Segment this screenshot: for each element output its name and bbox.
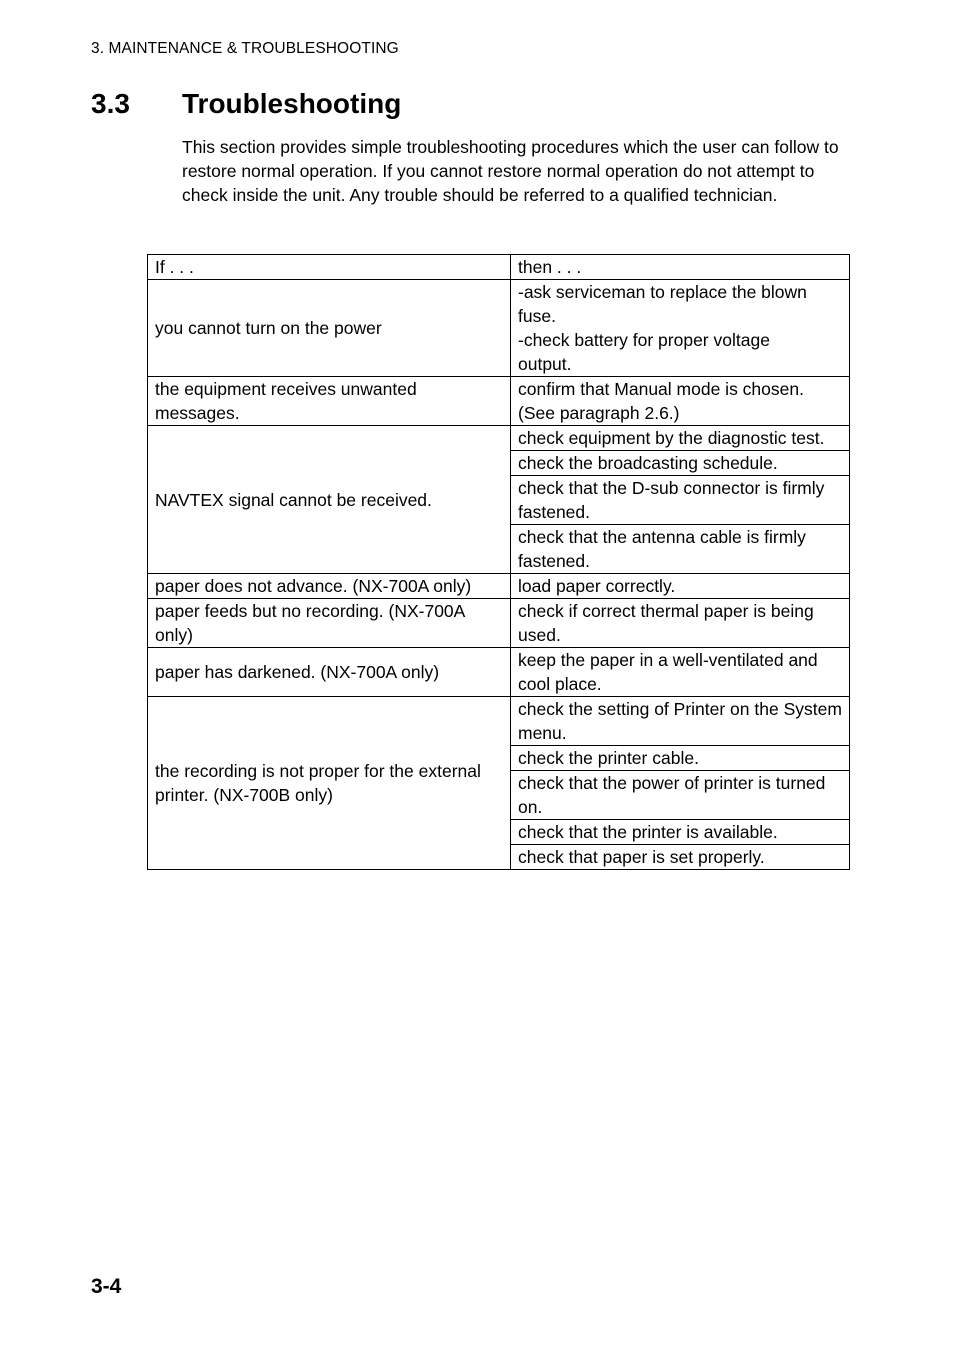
running-head: 3. MAINTENANCE & TROUBLESHOOTING <box>91 40 399 57</box>
action-cell: check if correct thermal paper is being used. <box>511 599 850 648</box>
troubleshooting-table <box>147 254 850 870</box>
action-cell: check the printer cable. <box>511 746 850 771</box>
table-row <box>148 599 850 648</box>
action-cell: check the broadcasting schedule. <box>511 451 850 476</box>
troubleshooting-table-body <box>148 255 850 870</box>
table-row <box>148 574 850 599</box>
action-cell: -ask serviceman to replace the blown fuse. -check battery for proper voltage output. <box>511 280 850 377</box>
action-cell: check that paper is set properly. <box>511 845 850 870</box>
header-then: then . . . <box>511 255 850 280</box>
action-cell: confirm that Manual mode is chosen. (See paragraph 2.6.) <box>511 377 850 426</box>
action-cell: check the setting of Printer on the System menu. <box>511 697 850 746</box>
section-title: Troubleshooting <box>182 88 402 119</box>
action-cell: check that the power of printer is turned on. <box>511 771 850 820</box>
condition-cell: paper does not advance. (NX-700A only) <box>148 574 511 599</box>
table-row <box>148 697 850 746</box>
page-number: 3-4 <box>91 1275 122 1298</box>
intro-paragraph: This section provides simple troubleshooting procedures which the user can follow to restore normal operation. If you cannot restore normal operation do not attempt to check inside the unit. Any trouble should be referred to a qualified technician. <box>182 137 839 205</box>
condition-cell: you cannot turn on the power <box>148 280 511 377</box>
condition-cell: paper feeds but no recording. (NX-700A only) <box>148 599 511 648</box>
action-cell: check that the D-sub connector is firmly fastened. <box>511 476 850 525</box>
table-row <box>148 426 850 451</box>
section-number: 3.3 <box>91 88 130 119</box>
action-cell: keep the paper in a well-ventilated and cool place. <box>511 648 850 697</box>
action-cell: check that the printer is available. <box>511 820 850 845</box>
action-cell: load paper correctly. <box>511 574 850 599</box>
table-row <box>148 377 850 426</box>
table-row <box>148 648 850 697</box>
condition-cell: the equipment receives unwanted messages. <box>148 377 511 426</box>
condition-cell: the recording is not proper for the external printer. (NX-700B only) <box>148 697 511 870</box>
condition-cell: NAVTEX signal cannot be received. <box>148 426 511 574</box>
header-if: If . . . <box>148 255 511 280</box>
action-cell: check that the antenna cable is firmly fastened. <box>511 525 850 574</box>
table-header-row <box>148 255 850 280</box>
action-cell: check equipment by the diagnostic test. <box>511 426 850 451</box>
condition-cell: paper has darkened. (NX-700A only) <box>148 648 511 697</box>
table-row <box>148 280 850 377</box>
